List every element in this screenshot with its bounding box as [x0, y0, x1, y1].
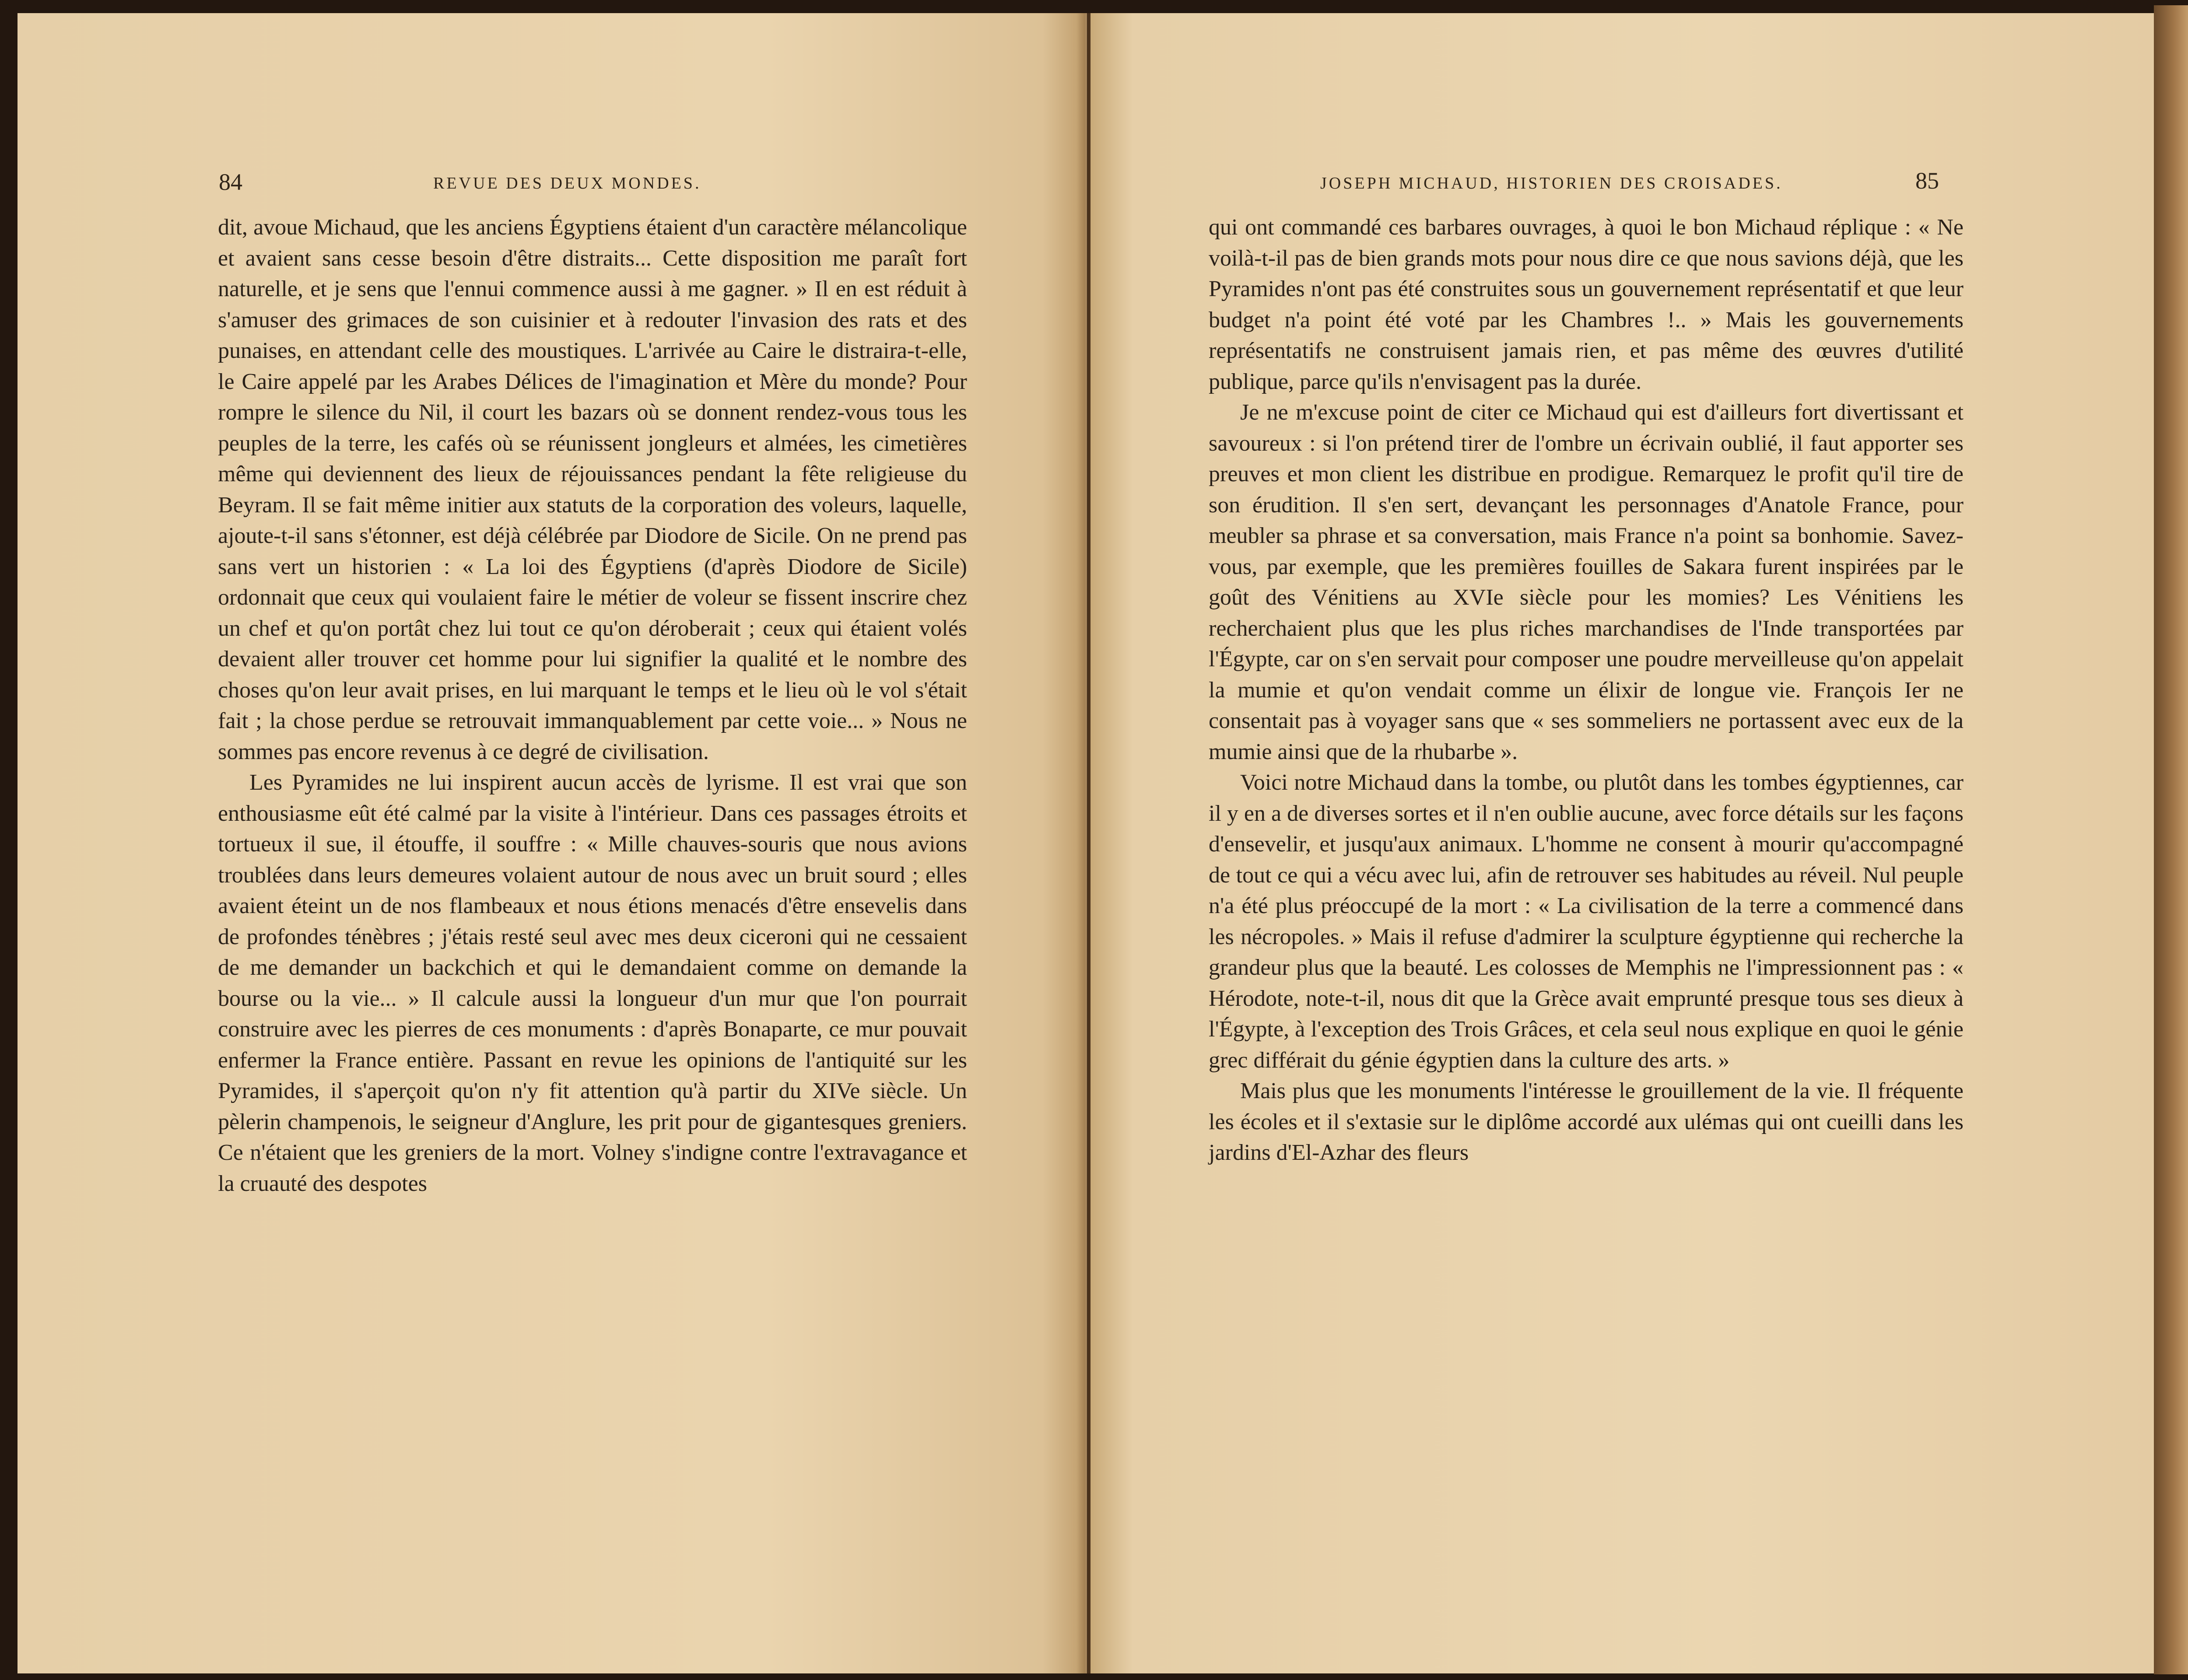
right-paragraph: qui ont commandé ces barbares ouvrages, à quoi le bon Michaud réplique : « Ne voilà-t-il pas de bien grands mots pour nous dire ce que nous savions déjà, que les Pyramides n'ont pas été construites sous un gouvernement représentatif et que leur budget n'a point été voté par les Chambres !.. » Mais les gouvernements représentatifs ne construisent jamais rien, et pas même des œuvres d'utilité publique, parce qu'ils n'envisagent pas la durée. — [1209, 215, 1964, 394]
right-page — [1090, 13, 2154, 1673]
left-body-text — [218, 212, 967, 1199]
left-page — [18, 13, 1087, 1673]
right-running-head: JOSEPH MICHAUD, HISTORIEN DES CROISADES. — [1320, 174, 1783, 192]
right-paragraph: Voici notre Michaud dans la tombe, ou plutôt dans les tombes égyptiennes, car il y en a de diverses sortes et il n'en oublie aucune, avec force détails sur les façons d'ensevelir, et jusqu'aux animaux. L'homme ne consent à mourir qu'accompagné de tout ce qui a vécu avec lui, afin de retrouver ses habitudes au réveil. Nul peuple n'a été plus préoccupé de la mort : « La civilisation de la terre a commencé dans les nécropoles. » Mais il refuse d'admirer la sculpture égyptienne qui recherche la grandeur plus que la beauté. Les colosses de Memphis ne l'impressionnent pas : « Hérodote, note-t-il, nous dit que la Grèce avait emprunté presque tous ses dieux à l'Égypte, à l'exception des Trois Grâces, et cela seul nous explique en quoi le génie grec différait du génie égyptien dans la culture des arts. » — [1209, 770, 1964, 1073]
left-page-number: 84 — [219, 169, 242, 195]
right-body-text — [1209, 212, 1964, 1169]
left-running-head: REVUE DES DEUX MONDES. — [433, 174, 701, 192]
right-page-number: 85 — [1915, 168, 1939, 194]
book-page-edges — [2154, 5, 2188, 1674]
right-paragraph: Mais plus que les monuments l'intéresse le grouillement de la vie. Il fréquente les écoles et il s'extasie sur le diplôme accordé aux ulémas qui ont cueilli dans les jardins d'El-Azhar des fleurs — [1209, 1078, 1964, 1165]
left-paragraph: dit, avoue Michaud, que les anciens Égyptiens étaient d'un caractère mélancolique et avaient sans cesse besoin d'être distraits... Cette disposition me paraît fort naturelle, et je sens que l'ennui commence aussi à me gagner. » Il en est réduit à s'amuser des grimaces de son cuisinier et à redouter l'invasion des rats et des punaises, en attendant celle des moustiques. L'arrivée au Caire le distraira-t-elle, le Caire appelé par les Arabes Délices de l'imagination et Mère du monde? Pour rompre le silence du Nil, il court les bazars où se donnent rendez-vous tous les peuples de la terre, les cafés où se réunissent jongleurs et almées, les cimetières même qui deviennent des lieux de réjouissances pendant la fête religieuse du Beyram. Il se fait même initier aux statuts de la corporation des voleurs, laquelle, ajoute-t-il sans s'étonner, est déjà célébrée par Diodore de Sicile. On ne prend pas sans vert un historien : « La loi des Égyptiens (d'après Diodore de Sicile) ordonnait que ceux qui voulaient faire le métier de voleur se fissent inscrire chez un chef et qu'on portât chez lui tout ce qu'on déroberait ; ceux qui étaient volés devaient aller trouver cet homme pour lui signifier la qualité et le nombre des choses qu'on leur avait prises, en lui marquant le temps et le lieu où le vol s'était fait ; la chose perdue se retrouvait immanquablement par cette voie... » Nous ne sommes pas encore revenus à ce degré de civilisation. — [218, 215, 967, 764]
right-paragraph: Je ne m'excuse point de citer ce Michaud qui est d'ailleurs fort divertissant et savoureux : si l'on prétend tirer de l'ombre un écrivain oublié, il faut apporter ses preuves et mon client les distribue en prodigue. Remarquez le profit qu'il tire de son érudition. Il s'en sert, devançant les personnages d'Anatole France, pour meubler sa phrase et sa conversation, mais France n'a point sa bonhomie. Savez-vous, par exemple, que les premières fouilles de Sakara furent inspirées par le goût des Vénitiens au XVIe siècle pour les momies? Les Vénitiens les recherchaient plus que les plus riches marchandises de l'Inde transportées par l'Égypte, car on s'en servait pour composer une poudre merveilleuse qu'on appelait la mumie et qu'on vendait comme un élixir de longue vie. François Ier ne consentait pas à voyager sans que « ses sommeliers ne portassent avec eux de la mumie ainsi que de la rhubarbe ». — [1209, 400, 1964, 764]
left-paragraph: Les Pyramides ne lui inspirent aucun accès de lyrisme. Il est vrai que son enthousiasme eût été calmé par la visite à l'intérieur. Dans ces passages étroits et tortueux il sue, il étouffe, il souffre : « Mille chauves-souris que nous avions troublées dans leurs demeures volaient autour de nous avec un bruit sourd ; elles avaient éteint un de nos flambeaux et nous étions menacés d'être ensevelis dans de profondes ténèbres ; j'étais resté seul avec mes deux ciceroni qui ne cessaient de me demander un backchich et qui le demandaient comme on demande la bourse ou la vie... » Il calcule aussi la longueur d'un mur que l'on pourrait construire avec les pierres de ces monuments : d'après Bonaparte, ce mur pouvait enfermer la France entière. Passant en revue les opinions de l'antiquité sur les Pyramides, il s'aperçoit qu'on n'y fit attention qu'à partir du XIVe siècle. Un pèlerin champenois, le seigneur d'Anglure, les prit pour de gigantesques greniers. Ce n'étaient que les greniers de la mort. Volney s'indigne contre l'extravagance et la cruauté des despotes — [218, 770, 967, 1196]
